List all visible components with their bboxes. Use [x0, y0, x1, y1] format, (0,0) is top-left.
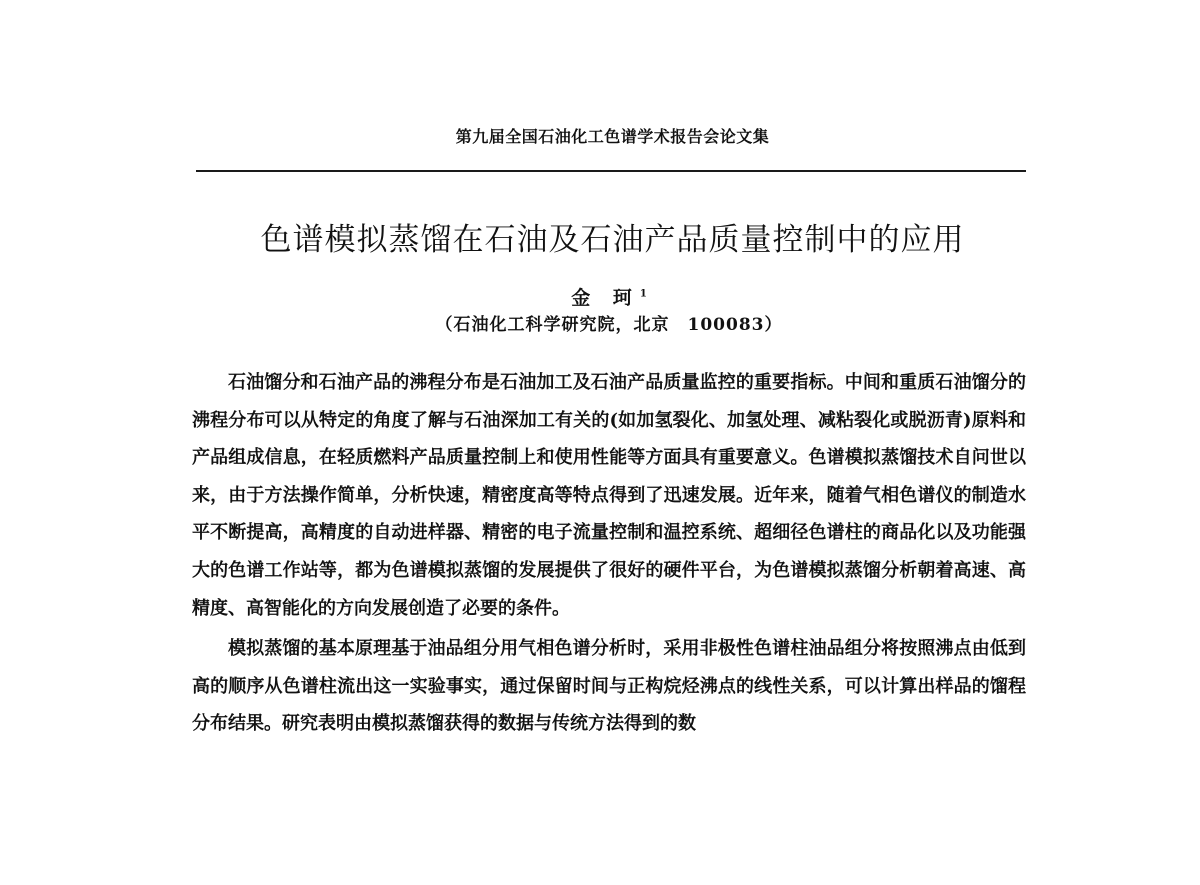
author-affiliation: （石油化工科学研究院，北京 100083） — [435, 315, 783, 335]
author-line — [0, 283, 1200, 310]
body-text — [192, 364, 1026, 743]
paragraph-intro: 石油馏分和石油产品的沸程分布是石油加工及石油产品质量监控的重要指标。中间和重质石油馏分的沸程分布可以从特定的角度了解与石油深加工有关的(如加氢裂化、加氢处理、减粘裂化或脱沥青)原料和产品组成信息，在轻质燃料产品质量控制上和使用性能等方面具有重要意义。色谱模拟蒸馏技术自问世以来，由于方法操作简单，分析快速，精密度高等特点得到了迅速发展。近年来，随着气相色谱仪的制造水平不断提高，高精度的自动进样器、精密的电子流量控制和温控系统、超细径色谱柱的商品化以及功能强大的色谱工作站等，都为色谱模拟蒸馏的发展提供了很好的硬件平台，为色谱模拟蒸馏分析朝着高速、高精度、高智能化的方向发展创造了必要的条件。 — [192, 372, 1026, 619]
paper-title: 色谱模拟蒸馏在石油及石油产品质量控制中的应用 — [260, 222, 965, 258]
author-footnote-mark: 1 — [639, 288, 647, 300]
header-rule — [196, 170, 1026, 172]
paragraph-principle: 模拟蒸馏的基本原理基于油品组分用气相色谱分析时，采用非极性色谱柱油品组分将按照沸点由低到高的顺序从色谱柱流出这一实验事实，通过保留时间与正构烷烃沸点的线性关系，可以计算出样品的馏程分布结果。研究表明由模拟蒸馏获得的数据与传统方法得到的数 — [192, 638, 1026, 735]
running-header: 第九届全国石油化工色谱学术报告会论文集 — [455, 127, 770, 146]
author-name: 金 珂 — [571, 287, 640, 309]
